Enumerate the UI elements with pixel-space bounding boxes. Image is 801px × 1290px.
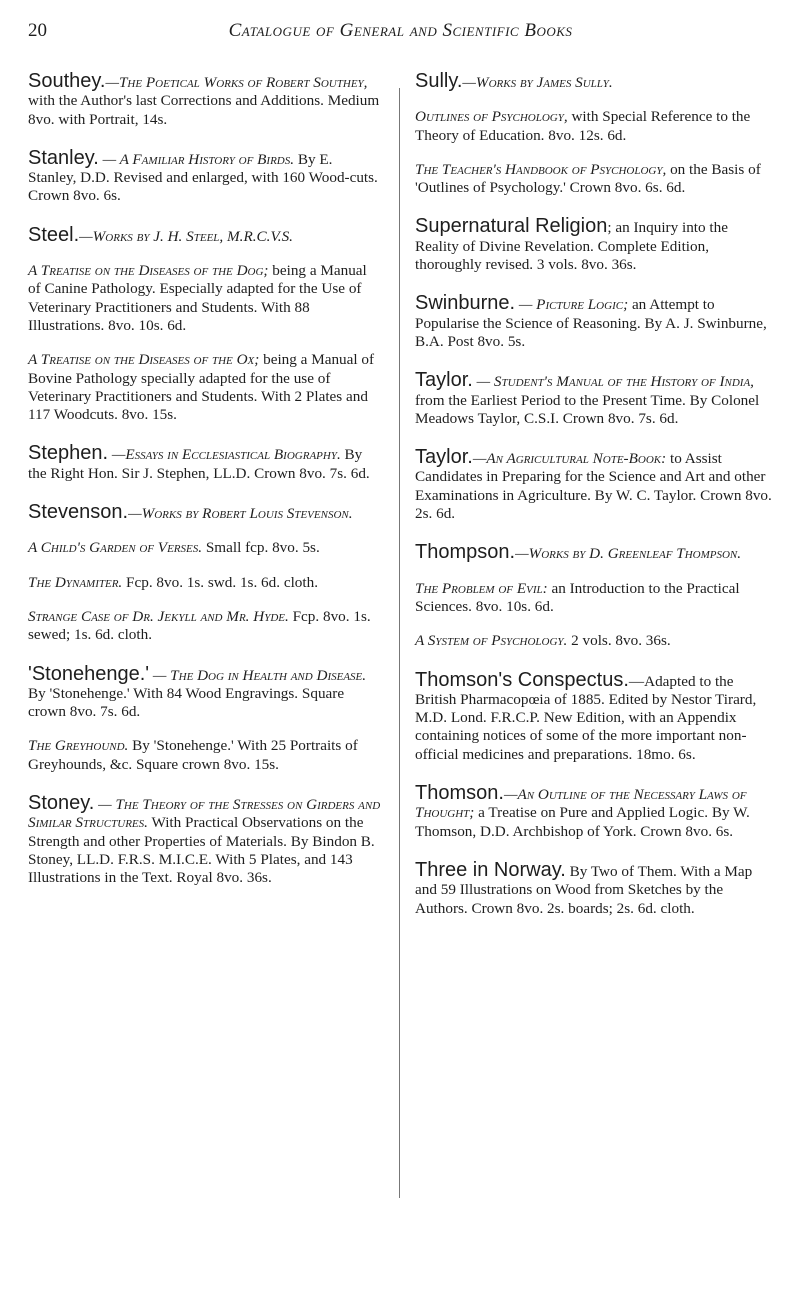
running-title: Catalogue of General and Scientific Books [228, 20, 573, 41]
entry-title: —Works by Robert Louis Stevenson. [128, 505, 353, 523]
entry-author: Stoney. [28, 792, 95, 815]
entry-author: Swinburne. [415, 292, 516, 315]
entry-description: By the Right Hon. Sir J. Stephen, LL.D. Crown 8vo. 7s. 6d. [28, 446, 370, 482]
entry-stephen [28, 444, 382, 483]
entry-title: —Works by J. H. Steel, M.R.C.V.S. [79, 227, 293, 245]
sub-entry [28, 262, 382, 335]
entry-title: —The Poetical Works of Robert Southey, [105, 74, 368, 91]
entry-author: Stanley. [28, 146, 99, 169]
entry-description: By Two of Them. With a Map and 59 Illustrations on Wood from Sketches by the Authors. Crown 8vo. 2s. boards; 2s. 6d. cloth. [415, 862, 753, 917]
entry-title: — Picture Logic; [515, 296, 629, 314]
sub-entry-description: on the Basis of 'Outlines of Psychology.' Crown 8vo. 6s. 6d. [415, 160, 761, 197]
sub-entry [415, 161, 773, 198]
entry-author: Sully. [415, 70, 463, 92]
sub-entry-title: A Treatise on the Diseases of the Dog; [28, 262, 269, 280]
entry-author: 'Stonehenge.' [28, 662, 150, 685]
entry-author: Stephen. [28, 442, 109, 465]
sub-entry-title: A Child's Garden of Verses. [28, 539, 203, 557]
entry-description: an Attempt to Popularise the Science of Reasoning. By A. J. Swinburne, B.A. Post 8vo. 5s. [415, 296, 767, 350]
entry-taylor-agriculture [415, 448, 773, 523]
entry-author: Thompson. [415, 541, 516, 564]
entry-thompson [415, 543, 773, 650]
sub-entry-description: being a Manual of Canine Pathology. Especially adapted for the Use of Veterinary Practitioners and Students. With 88 Illustrations. 8vo. 10s. 6d. [28, 262, 367, 334]
entry-description: to Assist Candidates in Preparing for the Science and Art and other Examinations in Agriculture. By W. C. Taylor. Crown 8vo. 2s. 6d. [415, 450, 772, 523]
sub-entry-description: 2 vols. 8vo. 36s. [571, 632, 671, 650]
entry-stanley [28, 146, 382, 206]
entry-supernatural-religion [415, 217, 773, 274]
left-column [28, 72, 382, 908]
entry-author: Taylor. [415, 369, 473, 392]
entry-three-in-norway [415, 858, 773, 918]
entry-author: Thomson. [415, 782, 504, 805]
sub-entry [28, 351, 382, 424]
entry-description: —Adapted to the British Pharmacopœia of 1885. Edited by Nestor Tirard, M.D. Lond. F.R.C.P. New Edition, with an Appendix containing notices of some of the more important non-official medicines and preparations. 18mo. 6s. [415, 672, 757, 763]
sub-entry-title: The Greyhound. [28, 737, 129, 755]
entry-title: —Essays in Ecclesiastical Biography. [108, 446, 341, 464]
sub-entry-description: Fcp. 8vo. 1s. sewed; 1s. 6d. cloth. [28, 607, 371, 644]
sub-entry-description: an Introduction to the Practical Sciences. 8vo. 10s. 6d. [415, 579, 740, 615]
sub-entry-description: Fcp. 8vo. 1s. swd. 1s. 6d. cloth. [126, 573, 318, 591]
entry-stoney [28, 794, 382, 887]
column-divider [399, 88, 400, 1198]
entry-stevenson [28, 503, 382, 644]
sub-entry-description: Small fcp. 8vo. 5s. [205, 539, 320, 557]
sub-entry [415, 580, 773, 617]
entry-description: a Treatise on Pure and Applied Logic. By W. Thomson, D.D. Archbishop of York. Crown 8vo. 6s. [415, 804, 750, 840]
sub-entry-title: The Teacher's Handbook of Psychology, [415, 160, 667, 178]
right-column [415, 72, 773, 938]
sub-entry [415, 108, 773, 145]
sub-entry-title: Strange Case of Dr. Jekyll and Mr. Hyde. [28, 607, 289, 625]
entry-title: — The Theory of the Stresses on Girders and Similar Structures. [28, 796, 381, 832]
sub-entry [28, 539, 382, 557]
entry-description: with the Author's last Corrections and Additions. Medium 8vo. with Portrait, 14s. [28, 92, 380, 128]
sub-entry-title: The Problem of Evil: [415, 579, 548, 597]
entry-author: Supernatural Religion [415, 215, 608, 238]
entry-southey [28, 72, 382, 129]
entry-thomsons-conspectus [415, 668, 773, 764]
entry-title: —Works by D. Greenleaf Thompson. [515, 545, 742, 563]
sub-entry-description: being a Manual of Bovine Pathology specially adapted for the use of Veterinary Practitioners and Students. With 2 Plates and 117 Woodcuts. 8vo. 15s. [28, 351, 375, 424]
entry-description: With Practical Observations on the Strength and other Properties of Materials. By Bindon B. Stoney, LL.D. F.R.S. M.I.C.E. With 5 Plates, and 143 Illustrations in the Text. Royal 8vo. 36s. [28, 814, 375, 887]
entry-title: —An Agricultural Note-Book: [472, 450, 667, 468]
entry-title: — Student's Manual of the History of India, [472, 373, 754, 391]
entry-thomson [415, 784, 773, 841]
entry-author: Southey. [28, 70, 106, 92]
sub-entry-title: The Dynamiter. [28, 573, 123, 591]
entry-description: from the Earliest Period to the Present Time. By Colonel Meadows Taylor, C.S.I. Crown 8vo. 7s. 6d. [415, 391, 760, 427]
entry-stonehenge [28, 662, 382, 774]
page-number: 20 [28, 20, 47, 41]
sub-entry-description: By 'Stonehenge.' With 25 Portraits of Greyhounds, &c. Square crown 8vo. 15s. [28, 737, 358, 773]
sub-entry-title: Outlines of Psychology, [415, 108, 568, 126]
entry-description: By E. Stanley, D.D. Revised and enlarged, with 160 Wood-cuts. Crown 8vo. 6s. [28, 150, 378, 205]
entry-author: Thomson's Conspectus. [415, 668, 629, 691]
entry-title: — A Familiar History of Birds. [98, 150, 295, 168]
entry-title: — The Dog in Health and Disease. [149, 666, 367, 684]
entry-sully [415, 72, 773, 197]
entry-description: ; an Inquiry into the Reality of Divine Revelation. Complete Edition, thoroughly revised. 3 vols. 8vo. 36s. [415, 219, 728, 274]
entry-title: —An Outline of the Necessary Laws of Thought; [415, 786, 747, 822]
page-header [28, 20, 773, 46]
entry-swinburne [415, 294, 773, 351]
entry-author: Three in Norway. [415, 858, 566, 881]
sub-entry-description: with Special Reference to the Theory of Education. 8vo. 12s. 6d. [415, 108, 751, 144]
entry-author: Steel. [28, 223, 80, 246]
sub-entry-title: A Treatise on the Diseases of the Ox; [28, 351, 260, 369]
sub-entry [28, 574, 382, 592]
sub-entry [415, 632, 773, 650]
sub-entry-title: A System of Psychology. [415, 632, 568, 650]
entry-author: Taylor. [415, 446, 473, 469]
sub-entry [28, 737, 382, 774]
entry-title: —Works by James Sully. [462, 74, 613, 91]
entry-description: By 'Stonehenge.' With 84 Wood Engravings. Square crown 8vo. 7s. 6d. [28, 684, 345, 721]
entry-steel [28, 223, 382, 425]
entry-author: Stevenson. [28, 501, 129, 524]
sub-entry [28, 608, 382, 645]
entry-taylor-india [415, 371, 773, 428]
